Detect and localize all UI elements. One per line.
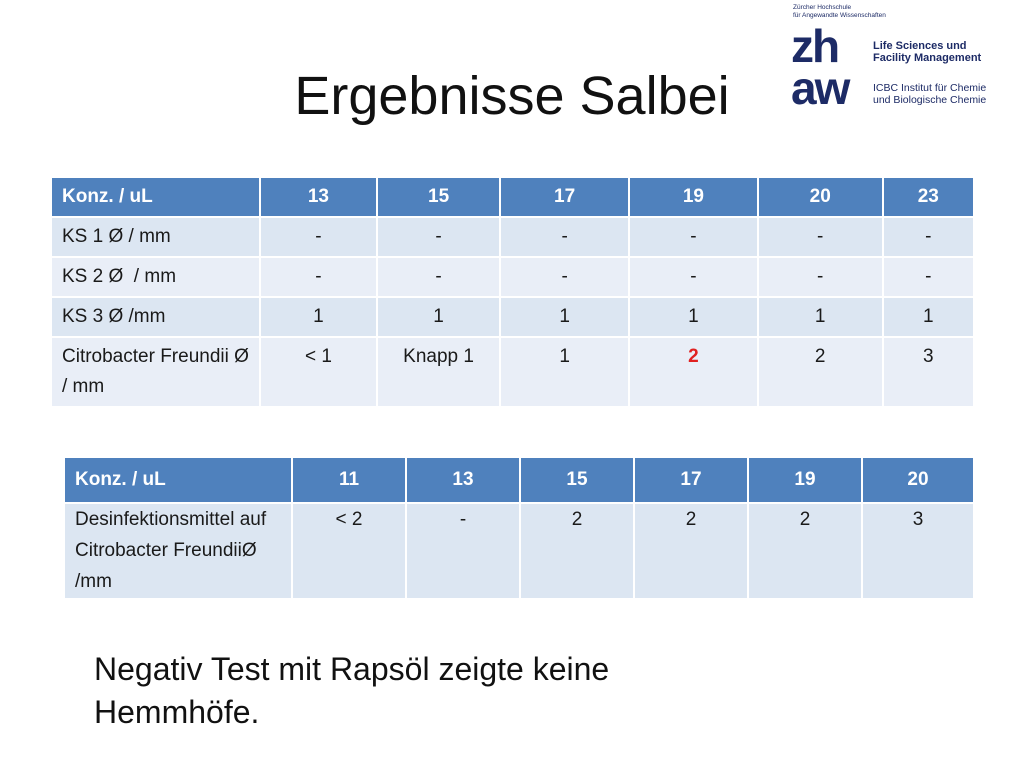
table-cell: 3	[863, 504, 973, 598]
row-label: KS 3 Ø /mm	[52, 298, 259, 336]
table-cell: 2	[635, 504, 747, 598]
slide-title: Ergebnisse Salbei	[294, 66, 730, 126]
table-cell: 1	[630, 298, 757, 336]
table-cell: -	[378, 218, 499, 256]
logo-faculty-line1: Life Sciences und	[873, 40, 967, 52]
table-row	[52, 298, 973, 336]
table-cell: 1	[501, 298, 628, 336]
header-cell: 15	[378, 178, 499, 216]
table-cell: -	[501, 218, 628, 256]
table-header-row	[65, 458, 973, 502]
header-cell: 17	[635, 458, 747, 502]
table-cell: 1	[378, 298, 499, 336]
header-cell: 19	[749, 458, 861, 502]
table-cell: Knapp 1	[378, 338, 499, 406]
logo-mark-bottom: aw	[791, 62, 849, 108]
header-cell: 13	[261, 178, 376, 216]
header-cell: 11	[293, 458, 405, 502]
highlighted-cell: 2	[630, 338, 757, 406]
header-cell: 17	[501, 178, 628, 216]
header-cell: 13	[407, 458, 519, 502]
table-cell: -	[884, 218, 973, 256]
table-row	[52, 338, 973, 406]
table-row	[52, 258, 973, 296]
logo-institute	[873, 82, 1013, 106]
table-cell: 2	[749, 504, 861, 598]
table-cell: -	[759, 218, 882, 256]
table-cell: -	[378, 258, 499, 296]
zhaw-logo	[785, 2, 1015, 112]
header-cell: Konz. / uL	[65, 458, 291, 502]
table-header-row	[52, 178, 973, 216]
row-label: KS 1 Ø / mm	[52, 218, 259, 256]
table-cell: -	[501, 258, 628, 296]
table-cell: < 2	[293, 504, 405, 598]
logo-faculty-line2: Facility Management	[873, 52, 982, 64]
table-cell: -	[261, 218, 376, 256]
logo-institute-line2: und Biologische Chemie	[873, 94, 987, 106]
results-table-desinfektionsmittel	[63, 456, 975, 600]
table-cell: 3	[884, 338, 973, 406]
zhaw-wordmark-icon	[791, 24, 863, 108]
table-cell: 2	[521, 504, 633, 598]
table-cell: -	[759, 258, 882, 296]
table-cell: 1	[501, 338, 628, 406]
header-cell: 20	[759, 178, 882, 216]
table-row	[52, 218, 973, 256]
table-cell: 1	[884, 298, 973, 336]
header-cell: 23	[884, 178, 973, 216]
header-cell: Konz. / uL	[52, 178, 259, 216]
table-cell: -	[407, 504, 519, 598]
table-cell: -	[630, 258, 757, 296]
logo-school-line2: für Angewandte Wissenschaften	[793, 12, 886, 19]
logo-faculty	[873, 40, 1013, 64]
logo-school-line1: Zürcher Hochschule	[793, 4, 852, 11]
slide-note: Negativ Test mit Rapsöl zeigte keine Hemmhöfe.	[94, 651, 610, 730]
logo-mark-top: zh	[791, 24, 839, 72]
results-table-salbei	[50, 176, 975, 408]
table-cell: < 1	[261, 338, 376, 406]
table-cell: -	[630, 218, 757, 256]
logo-institute-line1: ICBC Institut für Chemie	[873, 82, 987, 94]
table-cell: -	[884, 258, 973, 296]
row-label: Citrobacter Freundii Ø / mm	[52, 338, 259, 406]
table-cell: 1	[261, 298, 376, 336]
table-cell: -	[261, 258, 376, 296]
row-label: KS 2 Ø / mm	[52, 258, 259, 296]
logo-school-name	[793, 4, 886, 20]
row-label: Desinfektionsmittel auf Citrobacter FreundiiØ /mm	[65, 504, 291, 598]
header-cell: 15	[521, 458, 633, 502]
table-cell: 2	[759, 338, 882, 406]
table-row	[65, 504, 973, 598]
header-cell: 20	[863, 458, 973, 502]
table-cell: 1	[759, 298, 882, 336]
header-cell: 19	[630, 178, 757, 216]
